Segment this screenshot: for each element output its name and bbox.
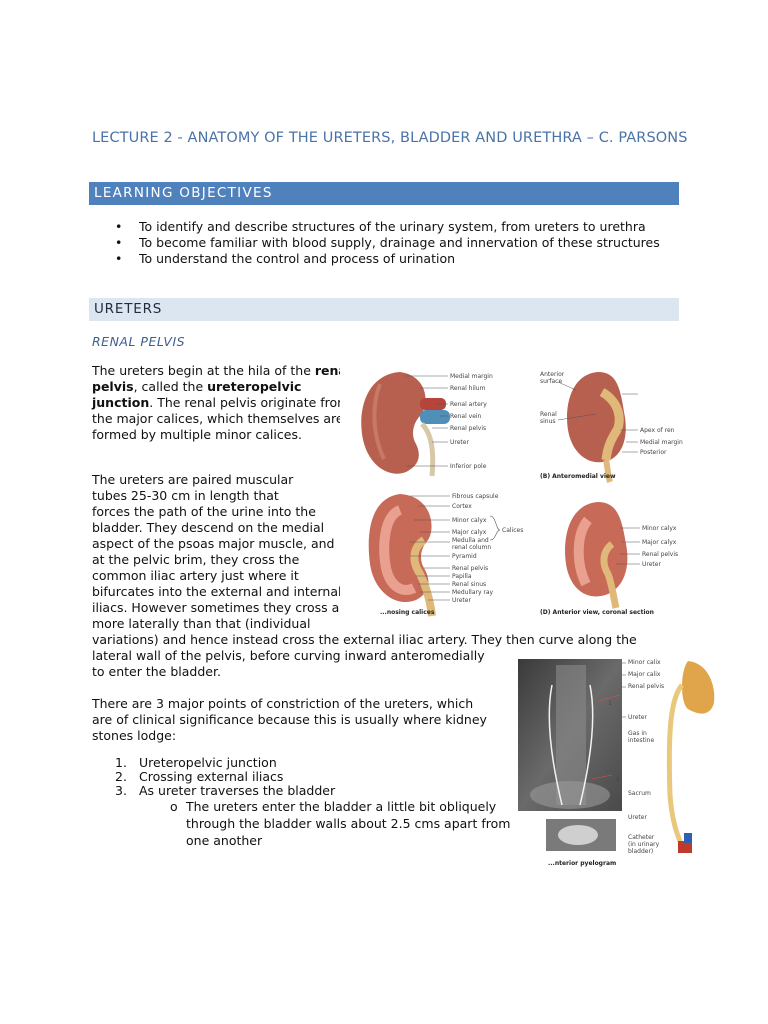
list-text: Ureteropelvic junction (139, 755, 277, 770)
text-run: , called the (133, 379, 208, 394)
kidney-label: Ureter (450, 439, 469, 446)
text-line: tubes 25-30 cm in length that (92, 488, 279, 503)
text-line: The ureters are paired muscular (92, 472, 294, 487)
pyelogram-xray (518, 659, 622, 839)
list-item (115, 756, 335, 770)
pyelogram-label: Minor calix (628, 659, 661, 666)
kidney-label: surface (540, 378, 563, 385)
list-text: As ureter traverses the bladder (139, 783, 336, 798)
pyelogram-label: Ureter (628, 814, 647, 821)
text-line: aspect of the psoas major muscle, and (92, 536, 335, 551)
kidney-label: Renal hilum (450, 385, 486, 392)
kidney-anatomy-figure (340, 364, 690, 620)
kidney-panel-c (369, 493, 524, 616)
pyelogram-label: Ureter (628, 714, 647, 721)
list-number: 1. (115, 755, 127, 770)
pyelogram-label: Gas in (628, 730, 647, 737)
list-item: • To identify and describe structures of the urinary system, from ureters to urethra (115, 219, 675, 235)
text-line: lateral wall of the pelvis, before curving inward anteromedially (92, 648, 485, 663)
text-line: forces the path of the urine into the (92, 504, 316, 519)
sub-bullet-text: The ureters enter the bladder a little bit obliquely through the bladder walls about 2.5 cms apart from one another (186, 799, 511, 848)
kidney-label: Renal pelvis (450, 425, 487, 432)
constriction-list (115, 756, 335, 798)
text-line: are of clinical significance because this is usually where kidney (92, 712, 487, 727)
list-item (115, 784, 335, 798)
text-line: common iliac artery just where it (92, 568, 299, 583)
text-line: more laterally than that (individual (92, 616, 311, 631)
section-heading-band (89, 298, 679, 321)
pyelogram-figure (512, 655, 718, 869)
kidney-label: Renal artery (450, 401, 487, 408)
text-run: The ureters begin at the hila of the (92, 363, 315, 378)
objectives-heading-band (89, 182, 679, 205)
text-line: stones lodge: (92, 728, 177, 743)
objectives-list (115, 219, 675, 267)
bold-term: renal pelvis (92, 363, 352, 394)
figure-caption: (B) Anteromedial view (540, 473, 616, 480)
kidney-label: Ureter (452, 597, 471, 604)
section-heading: URETERS (94, 301, 163, 317)
kidney-label: Anterior (540, 371, 565, 378)
figure-caption: ...nterior pyelogram (548, 860, 617, 867)
objectives-heading: LEARNING OBJECTIVES (94, 185, 273, 201)
figure-caption: ...nosing calices (380, 609, 435, 616)
kidney-label: Renal vein (450, 413, 482, 420)
sub-bullet-marker: o (170, 799, 178, 814)
kidney-panel-a (361, 372, 493, 476)
list-item: • To become familiar with blood supply, drainage and innervation of these structures (115, 235, 675, 251)
pyelogram-marker: 1 (608, 700, 612, 707)
kidney-label: Renal (540, 411, 557, 418)
paragraph-constrictions (92, 696, 512, 744)
kidney-label: Cortex (452, 503, 472, 510)
pyelogram-marker: 2 (616, 776, 620, 783)
paragraph-renal-pelvis (92, 363, 364, 443)
ureter-illustration (669, 661, 714, 853)
list-number: 3. (115, 783, 127, 798)
kidney-label: Ureter (642, 561, 661, 568)
kidney-label: Renal pelvis (452, 565, 489, 572)
pyelogram-label: Major calix (628, 671, 661, 678)
list-item: • To understand the control and process of urination (115, 251, 675, 267)
pyelogram-label: (in urinary (628, 841, 660, 848)
kidney-label: Apex of ren (640, 427, 675, 434)
subheading-renal-pelvis: RENAL PELVIS (92, 334, 186, 349)
bladder-inset (546, 819, 616, 851)
text-line: iliacs. However sometimes they cross a bit (92, 600, 360, 615)
pyelogram-label: Renal pelvis (628, 683, 665, 690)
sub-bullet (170, 798, 520, 849)
text-line: There are 3 major points of constriction of the ureters, which (92, 696, 474, 711)
kidney-label: Inferior pole (450, 463, 487, 470)
text-line: bladder. They descend on the medial (92, 520, 325, 535)
kidney-label: Renal pelvis (642, 551, 679, 558)
pyelogram-label: intestine (628, 737, 655, 744)
kidney-label: Fibrous capsule (452, 493, 499, 500)
calices-label: Calices (502, 527, 524, 534)
kidney-label: Minor calyx (642, 525, 677, 532)
document-title: LECTURE 2 - ANATOMY OF THE URETERS, BLADDER AND URETHRA – C. PARSONS (92, 130, 688, 146)
list-number: 2. (115, 769, 127, 784)
text-line: to enter the bladder. (92, 664, 221, 679)
kidney-label: Posterior (640, 449, 667, 456)
kidney-label: Renal sinus (452, 581, 487, 588)
kidney-label: Papilla (452, 573, 472, 580)
kidney-label: Major calyx (642, 539, 677, 546)
kidney-label: Minor calyx (452, 517, 487, 524)
text-line: at the pelvic brim, they cross the (92, 552, 300, 567)
pyelogram-label: Sacrum (628, 790, 651, 797)
text-line: bifurcates into the external and internal (92, 584, 342, 599)
kidney-label: sinus (540, 418, 556, 425)
list-text: Crossing external iliacs (139, 769, 284, 784)
kidney-label: Medulla and (452, 537, 489, 544)
text-line: variations) and hence instead cross the external iliac artery. They then curve along the (92, 632, 637, 647)
pyelogram-label: bladder) (628, 848, 654, 855)
bold-term: ureteropelvic junction (92, 379, 302, 410)
pyelogram-label: Catheter (628, 834, 655, 841)
kidney-label: Major calyx (452, 529, 487, 536)
list-item (115, 770, 335, 784)
kidney-label: renal column (452, 544, 492, 551)
text-run: . The renal pelvis originate from the major calices, which themselves are formed by multiple minor calices. (92, 395, 350, 442)
kidney-label: Pyramid (452, 553, 477, 560)
kidney-panel-d (540, 502, 678, 616)
kidney-label: Medullary ray (452, 589, 494, 596)
kidney-panel-b (540, 371, 683, 482)
kidney-label: Medial margin (640, 439, 683, 446)
kidney-label: Medial margin (450, 373, 493, 380)
figure-caption: (D) Anterior view, coronal section (540, 609, 654, 616)
